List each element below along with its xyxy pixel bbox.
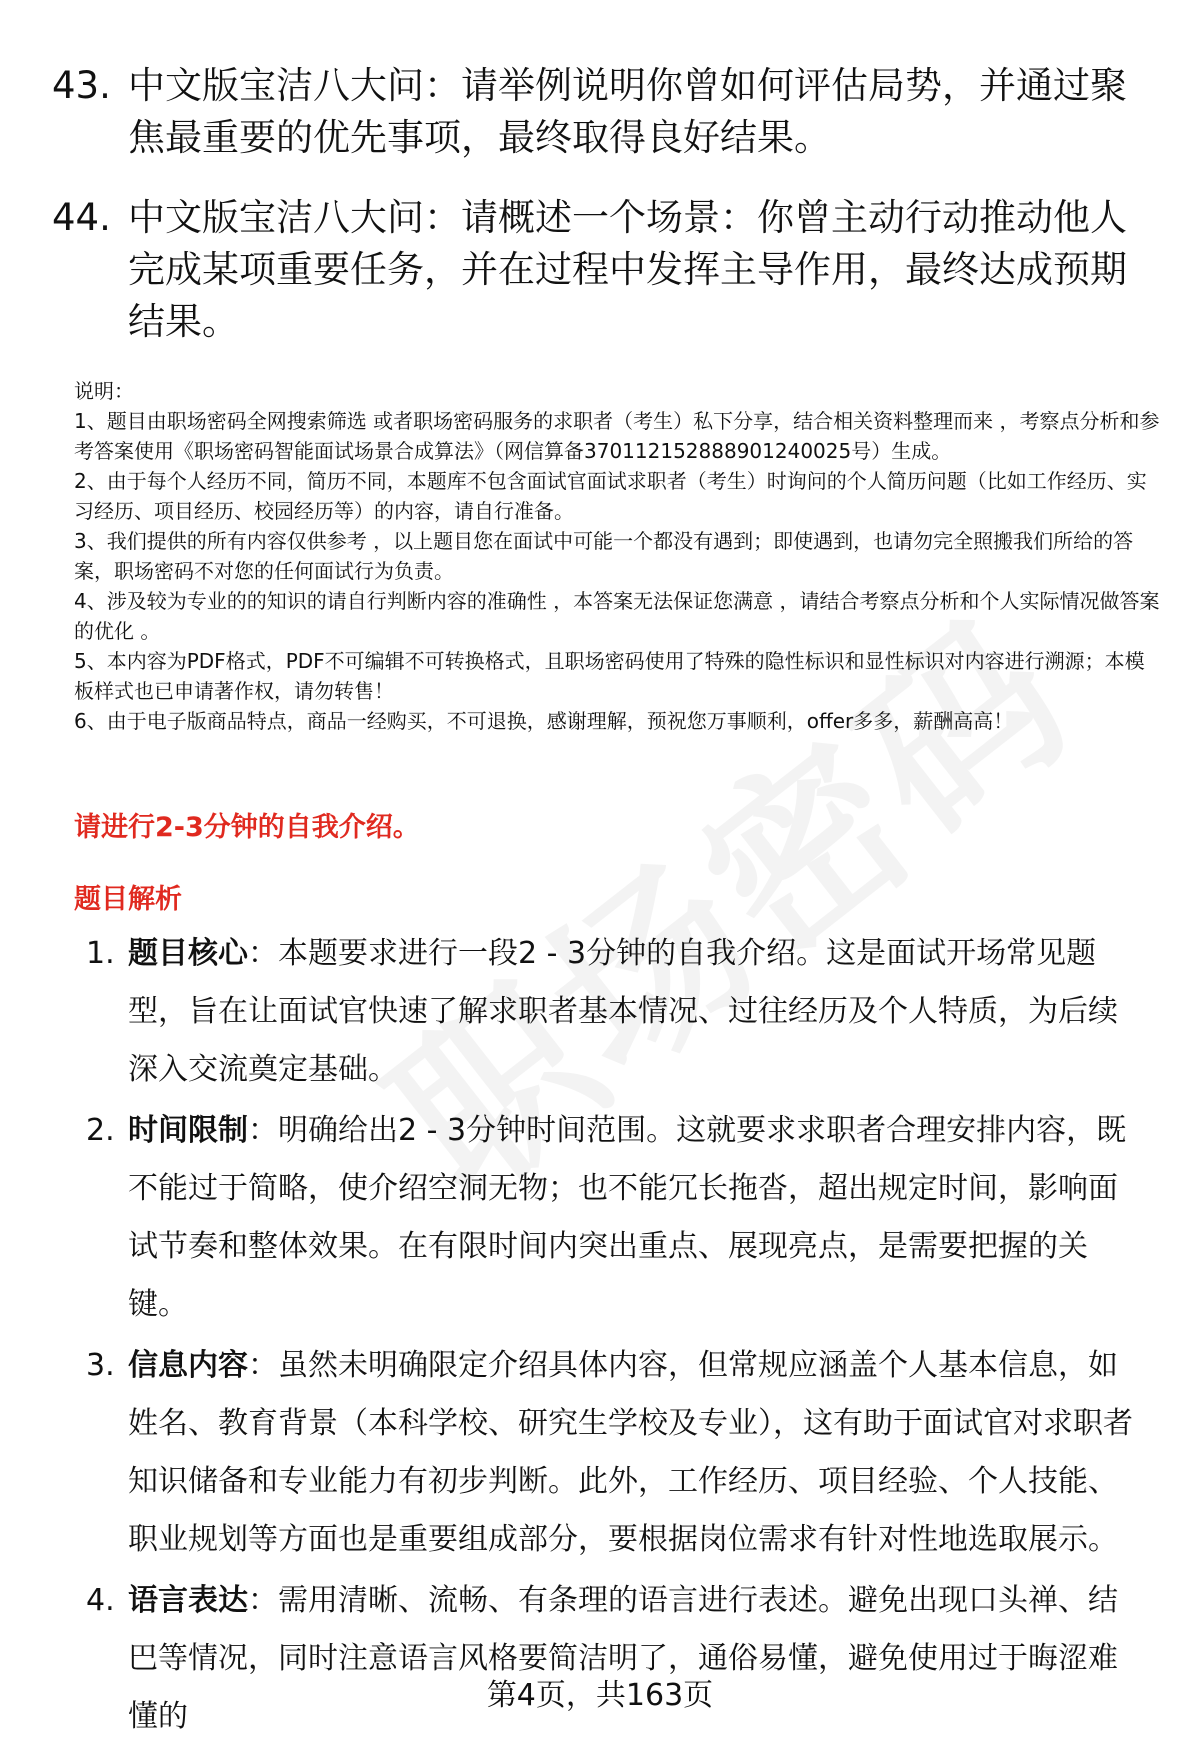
analysis-text: 本题要求进行一段2 - 3分钟的自我介绍。这是面试开场常见题型，旨在让面试官快速了解求职者基本情况、过往经历及个人特质，为后续深入交流奠定基础。 <box>128 936 1118 1087</box>
analysis-number: 2. <box>86 1113 115 1148</box>
note-item: 5、本内容为PDF格式，PDF不可编辑不可转换格式，且职场密码使用了特殊的隐性标识和显性标识对内容进行溯源；本模板样式也已申请著作权，请勿转售！ <box>74 649 1145 703</box>
analysis-label: 时间限制 <box>128 1113 248 1148</box>
analysis-separator: ： <box>248 1113 278 1148</box>
analysis-number: 4. <box>86 1583 115 1618</box>
analysis-number: 1. <box>86 936 115 971</box>
notes-title: 说明： <box>74 379 134 403</box>
analysis-number: 3. <box>86 1348 115 1383</box>
note-item: 3、我们提供的所有内容仅供参考 ，以上题目您在面试中可能一个都没有遇到；即使遇到，也请勿完全照搬我们所给的答案，职场密码不对您的任何面试行为负责。 <box>74 529 1134 583</box>
analysis-separator: ： <box>248 1583 278 1618</box>
question-item <box>52 192 1152 348</box>
note-item: 1、题目由职场密码全网搜索筛选 或者职场密码服务的求职者（考生）私下分享，结合相关资料整理而来 ，考察点分析和参考答案使用《职场密码智能面试场景合成算法》（网信算备370112152888901240025号）生成。 <box>74 409 1160 463</box>
note-item: 4、涉及较为专业的的知识的请自行判断内容的准确性 ，本答案无法保证您满意 ，请结合考察点分析和个人实际情况做答案的优化 。 <box>74 589 1160 643</box>
analysis-text: 虽然未明确限定介绍具体内容，但常规应涵盖个人基本信息，如姓名、教育背景（本科学校、研究生学校及专业），这有助于面试官对求职者知识储备和专业能力有初步判断。此外，工作经历、项目经验、个人技能、职业规划等方面也是重要组成部分，要根据岗位需求有针对性地选取展示。 <box>128 1348 1133 1557</box>
analysis-title: 题目解析 <box>74 884 182 915</box>
question-text: 中文版宝洁八大问：请举例说明你曾如何评估局势，并通过聚焦最重要的优先事项，最终取得良好结果。 <box>128 64 1127 159</box>
analysis-list <box>86 925 1146 1749</box>
analysis-separator: ： <box>248 936 278 971</box>
question-number: 43. <box>52 64 111 107</box>
question-number: 44. <box>52 196 111 239</box>
note-item: 6、由于电子版商品特点，商品一经购买，不可退换，感谢理解，预祝您万事顺利，offer多多，薪酬高高！ <box>74 709 1014 733</box>
analysis-label: 语言表达 <box>128 1583 248 1618</box>
analysis-text: 明确给出2 - 3分钟时间范围。这就要求求职者合理安排内容，既不能过于简略，使介绍空洞无物；也不能冗长拖沓，超出规定时间，影响面试节奏和整体效果。在有限时间内突出重点、展现亮点，是需要把握的关键。 <box>128 1113 1127 1322</box>
notes-section <box>74 376 1164 736</box>
note-item: 2、由于每个人经历不同，简历不同，本题库不包含面试官面试求职者（考生）时询问的个人简历问题（比如工作经历、实习经历、项目经历、校园经历等）的内容，请自行准备。 <box>74 469 1147 523</box>
analysis-item <box>86 1337 1146 1569</box>
analysis-item <box>86 1572 1146 1746</box>
question-item <box>52 60 1152 164</box>
analysis-separator: ： <box>248 1348 278 1383</box>
analysis-text: 需用清晰、流畅、有条理的语言进行表述。避免出现口头禅、结巴等情况，同时注意语言风格要简洁明了，通俗易懂，避免使用过于晦涩难懂的 <box>128 1583 1118 1734</box>
analysis-item <box>86 925 1146 1099</box>
analysis-item <box>86 1102 1146 1334</box>
analysis-label: 信息内容 <box>128 1348 248 1383</box>
question-title: 请进行2-3分钟的自我介绍。 <box>74 812 420 843</box>
analysis-label: 题目核心 <box>128 936 248 971</box>
page-footer: 第4页，共163页 <box>486 1678 714 1713</box>
question-list <box>52 60 1152 376</box>
question-text: 中文版宝洁八大问：请概述一个场景：你曾主动行动推动他人完成某项重要任务，并在过程中发挥主导作用，最终达成预期结果。 <box>128 196 1127 343</box>
